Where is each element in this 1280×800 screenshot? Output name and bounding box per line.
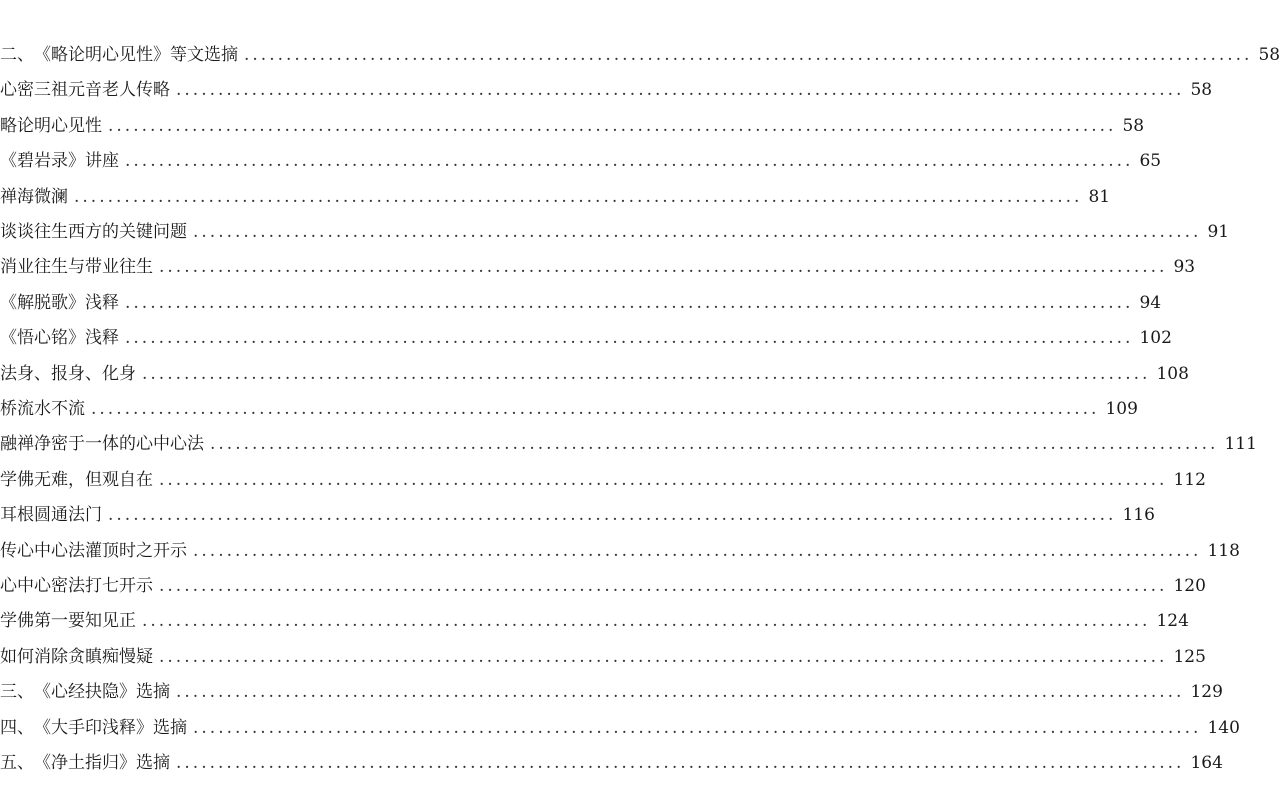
toc-entry[interactable] bbox=[0, 709, 1240, 739]
toc-entry[interactable] bbox=[0, 673, 1223, 703]
toc-entry[interactable] bbox=[0, 178, 1111, 208]
dot-leader: ........................................................................................................................ bbox=[159, 257, 1168, 278]
toc-entry-title: 融禅净密于一体的心中心法 bbox=[0, 434, 204, 455]
toc-entry-page-number: 120 bbox=[1173, 576, 1206, 596]
toc-entry-title: 《悟心铭》浅释 bbox=[0, 328, 119, 349]
toc-entry[interactable] bbox=[0, 567, 1206, 597]
toc-entry[interactable] bbox=[0, 319, 1172, 349]
toc-entry-title: 略论明心见性 bbox=[0, 115, 102, 136]
toc-entry[interactable] bbox=[0, 71, 1213, 101]
dot-leader: ........................................................................................................................ bbox=[125, 151, 1134, 172]
dot-leader: ........................................................................................................................ bbox=[244, 45, 1253, 65]
toc-entry[interactable] bbox=[0, 744, 1223, 774]
toc-entry-number: 四、 bbox=[0, 717, 34, 738]
toc-entry-page-number: 111 bbox=[1224, 434, 1257, 455]
toc-entry[interactable] bbox=[0, 461, 1206, 491]
toc-entry-title: 《略论明心见性》等文选摘 bbox=[34, 45, 238, 65]
toc-entry-title: 耳根圆通法门 bbox=[0, 505, 102, 526]
toc-entry-page-number: 93 bbox=[1173, 257, 1196, 278]
toc-entry[interactable] bbox=[0, 284, 1162, 314]
toc-entry-page-number: 58 bbox=[1122, 115, 1145, 136]
toc-entry-title: 传心中心法灌顶时之开示 bbox=[0, 540, 187, 561]
dot-leader: ........................................................................................................................ bbox=[74, 186, 1083, 207]
toc-entry[interactable] bbox=[0, 390, 1138, 420]
toc-entry-page-number: 94 bbox=[1139, 292, 1162, 313]
toc-entry-title: 《大手印浅释》选摘 bbox=[34, 717, 187, 738]
dot-leader: ........................................................................................................................ bbox=[193, 717, 1202, 738]
toc-entry-page-number: 108 bbox=[1156, 363, 1189, 384]
toc-entry[interactable] bbox=[0, 496, 1155, 526]
dot-leader: ........................................................................................................................ bbox=[176, 753, 1185, 773]
toc-entry-page-number: 129 bbox=[1190, 682, 1223, 703]
toc-entry-number: 二、 bbox=[0, 45, 34, 65]
toc-entry[interactable] bbox=[0, 213, 1230, 243]
dot-leader: ........................................................................................................................ bbox=[125, 292, 1134, 313]
dot-leader: ........................................................................................................................ bbox=[159, 576, 1168, 596]
toc-entry-title: 谈谈往生西方的关键问题 bbox=[0, 222, 187, 242]
toc-entry[interactable] bbox=[0, 355, 1189, 385]
dot-leader: ........................................................................................................................ bbox=[91, 399, 1100, 419]
dot-leader: ........................................................................................................................ bbox=[193, 540, 1202, 561]
toc-entry[interactable] bbox=[0, 36, 1280, 66]
toc-entry-title: 《心经抉隐》选摘 bbox=[34, 682, 170, 703]
dot-leader: ........................................................................................................................ bbox=[125, 328, 1134, 349]
toc-entry-title: 《解脱歌》浅释 bbox=[0, 292, 119, 313]
dot-leader: ........................................................................................................................ bbox=[210, 434, 1219, 455]
toc-entry-title: 《碧岩录》讲座 bbox=[0, 151, 119, 172]
toc-entry-page-number: 65 bbox=[1139, 151, 1162, 172]
toc-entry-title: 如何消除贪瞋痴慢疑 bbox=[0, 646, 153, 667]
toc-entry-page-number: 91 bbox=[1207, 222, 1230, 242]
dot-leader: ........................................................................................................................ bbox=[142, 611, 1151, 632]
toc-entry[interactable] bbox=[0, 142, 1162, 172]
toc-entry[interactable] bbox=[0, 107, 1145, 137]
dot-leader: ........................................................................................................................ bbox=[159, 646, 1168, 667]
toc-entry-page-number: 124 bbox=[1156, 611, 1189, 632]
toc-entry[interactable] bbox=[0, 638, 1206, 668]
toc-entry-page-number: 125 bbox=[1173, 646, 1206, 667]
toc-entry-title: 心中心密法打七开示 bbox=[0, 576, 153, 596]
dot-leader: ........................................................................................................................ bbox=[193, 222, 1202, 242]
toc-entry-title: 桥流水不流 bbox=[0, 399, 85, 419]
toc-entry-page-number: 118 bbox=[1207, 540, 1240, 561]
toc-entry-title: 消业往生与带业往生 bbox=[0, 257, 153, 278]
toc-entry[interactable] bbox=[0, 248, 1196, 278]
toc-entry[interactable] bbox=[0, 532, 1240, 562]
toc-entry-page-number: 109 bbox=[1105, 399, 1138, 419]
toc-entry[interactable] bbox=[0, 425, 1257, 455]
toc-entry-number: 三、 bbox=[0, 682, 34, 703]
toc-entry-page-number: 102 bbox=[1139, 328, 1172, 349]
toc-entry-page-number: 140 bbox=[1207, 717, 1240, 738]
dot-leader: ........................................................................................................................ bbox=[159, 469, 1168, 490]
toc-entry[interactable] bbox=[0, 602, 1189, 632]
toc-entry-title: 学佛无难，但观自在 bbox=[0, 469, 153, 490]
toc-entry-number: 五、 bbox=[0, 753, 34, 773]
toc-entry-page-number: 116 bbox=[1122, 505, 1155, 526]
dot-leader: ........................................................................................................................ bbox=[108, 505, 1117, 526]
toc-entry-title: 学佛第一要知见正 bbox=[0, 611, 136, 632]
toc-entry-page-number: 58 bbox=[1190, 80, 1213, 101]
toc-entry-page-number: 58 bbox=[1258, 45, 1280, 65]
toc-entry-page-number: 164 bbox=[1190, 753, 1223, 773]
toc-entry-title: 心密三祖元音老人传略 bbox=[0, 80, 170, 101]
toc-entry-page-number: 81 bbox=[1088, 186, 1111, 207]
dot-leader: ........................................................................................................................ bbox=[108, 115, 1117, 136]
toc-entry-title: 禅海微澜 bbox=[0, 186, 68, 207]
toc-entry-title: 《净土指归》选摘 bbox=[34, 753, 170, 773]
dot-leader: ........................................................................................................................ bbox=[176, 682, 1185, 703]
toc-entry-page-number: 112 bbox=[1173, 469, 1206, 490]
dot-leader: ........................................................................................................................ bbox=[176, 80, 1185, 101]
dot-leader: ........................................................................................................................ bbox=[142, 363, 1151, 384]
toc-entry-title: 法身、报身、化身 bbox=[0, 363, 136, 384]
